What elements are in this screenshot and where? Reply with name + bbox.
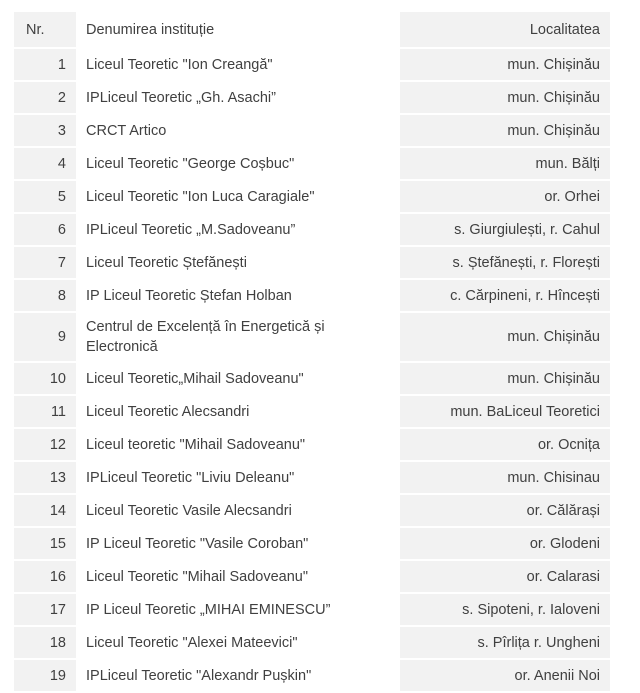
institution-name: Liceul teoretic "Mihail Sadoveanu" [76,429,400,462]
table-row [14,660,610,693]
row-number: 19 [14,660,76,693]
table-row [14,495,610,528]
locality: or. Anenii Noi [400,660,610,693]
row-number: 8 [14,280,76,313]
locality: c. Cărpineni, r. Hîncești [400,280,610,313]
institution-name: Liceul Teoretic Alecsandri [76,396,400,429]
institution-name: IPLiceul Teoretic „Gh. Asachi” [76,82,400,115]
row-number: 4 [14,148,76,181]
institution-name: Liceul Teoretic "Ion Luca Caragiale" [76,181,400,214]
table-row [14,561,610,594]
locality: mun. Chișinău [400,82,610,115]
row-number: 3 [14,115,76,148]
locality: s. Ștefănești, r. Florești [400,247,610,280]
locality: mun. Chișinău [400,115,610,148]
locality: mun. BaLiceul Teoretici [400,396,610,429]
locality: s. Giurgiulești, r. Cahul [400,214,610,247]
row-number: 18 [14,627,76,660]
row-number: 11 [14,396,76,429]
institution-name: Liceul Teoretic„Mihail Sadoveanu" [76,363,400,396]
table-row [14,49,610,82]
locality: or. Călărași [400,495,610,528]
table-row [14,462,610,495]
table-row [14,148,610,181]
institution-name: Liceul Teoretic "Ion Creangă" [76,49,400,82]
institution-name: IPLiceul Teoretic "Alexandr Pușkin" [76,660,400,693]
institution-name: Liceul Teoretic "Alexei Mateevici" [76,627,400,660]
table-row [14,429,610,462]
locality: or. Calarasi [400,561,610,594]
locality: s. Pîrlița r. Ungheni [400,627,610,660]
locality: mun. Bălți [400,148,610,181]
table-row [14,181,610,214]
institution-name: IP Liceul Teoretic Ștefan Holban [76,280,400,313]
institutions-table [14,12,610,693]
locality: or. Orhei [400,181,610,214]
header-nr: Nr. [14,12,76,49]
table-row [14,214,610,247]
locality: mun. Chișinău [400,49,610,82]
locality: or. Ocnița [400,429,610,462]
locality: mun. Chisinau [400,462,610,495]
locality: s. Sipoteni, r. Ialoveni [400,594,610,627]
row-number: 2 [14,82,76,115]
row-number: 6 [14,214,76,247]
table-row [14,82,610,115]
row-number: 5 [14,181,76,214]
row-number: 13 [14,462,76,495]
institution-name: IP Liceul Teoretic „MIHAI EMINESCU” [76,594,400,627]
table-row [14,280,610,313]
row-number: 14 [14,495,76,528]
institution-name: CRCT Artico [76,115,400,148]
institution-name: IPLiceul Teoretic „M.Sadoveanu” [76,214,400,247]
header-locality: Localitatea [400,12,610,49]
institution-name: Liceul Teoretic Ștefănești [76,247,400,280]
header-institution-name: Denumirea instituție [76,12,400,49]
row-number: 10 [14,363,76,396]
table-header-row [14,12,610,49]
institution-name: IP Liceul Teoretic "Vasile Coroban" [76,528,400,561]
row-number: 1 [14,49,76,82]
institution-name: Liceul Teoretic "Mihail Sadoveanu" [76,561,400,594]
table-row [14,627,610,660]
table-row [14,313,610,363]
row-number: 16 [14,561,76,594]
locality: or. Glodeni [400,528,610,561]
institution-name: IPLiceul Teoretic "Liviu Deleanu" [76,462,400,495]
table-body [14,49,610,693]
locality: mun. Chișinău [400,313,610,363]
institution-name: Liceul Teoretic Vasile Alecsandri [76,495,400,528]
row-number: 17 [14,594,76,627]
table-row [14,115,610,148]
row-number: 15 [14,528,76,561]
table-row [14,247,610,280]
locality: mun. Chișinău [400,363,610,396]
table-row [14,363,610,396]
row-number: 7 [14,247,76,280]
institution-name: Centrul de Excelență în Energetică și Electronică [76,313,400,363]
row-number: 12 [14,429,76,462]
table-row [14,528,610,561]
institution-name: Liceul Teoretic "George Coșbuc" [76,148,400,181]
table-row [14,396,610,429]
table-row [14,594,610,627]
row-number: 9 [14,313,76,363]
